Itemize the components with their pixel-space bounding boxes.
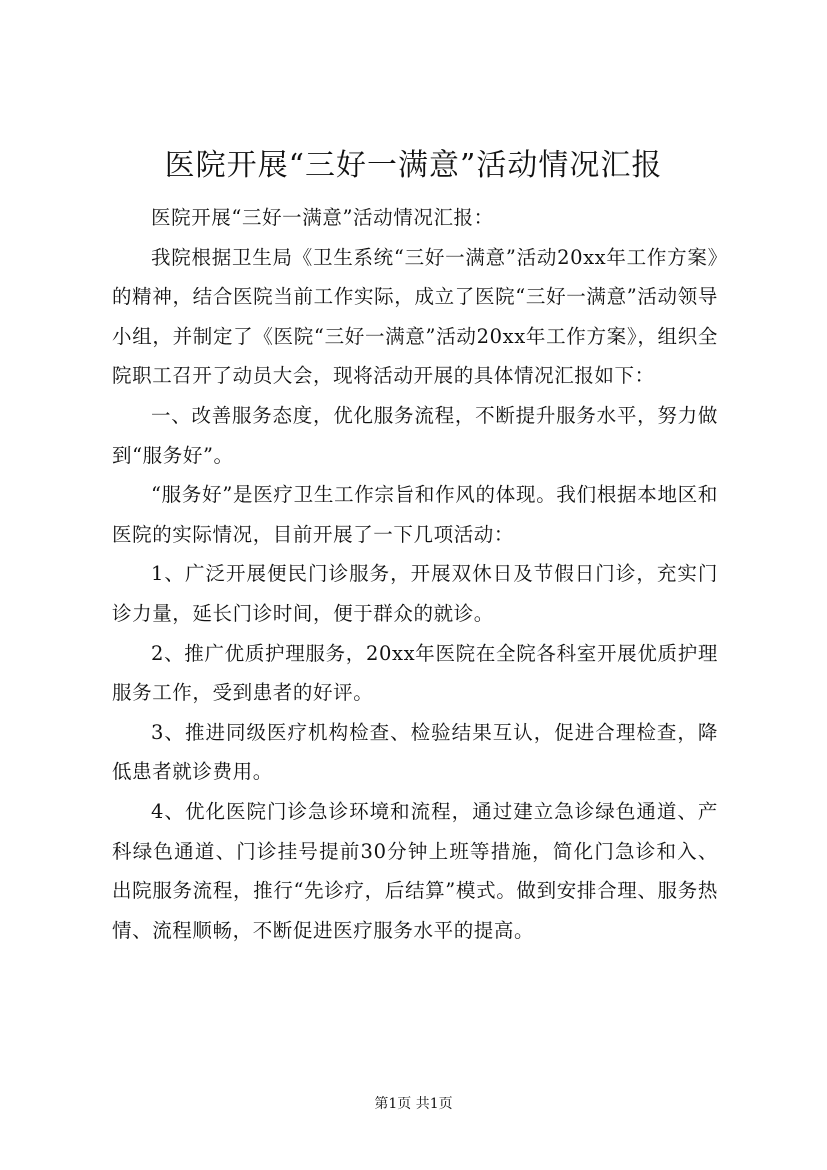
- paragraph-service-good: “服务好”是医疗卫生工作宗旨和作风的体现。我们根据本地区和医院的实际情况，目前开展了一下几项活动：: [112, 483, 718, 546]
- paragraph-item-4: 4、优化医院门诊急诊环境和流程，通过建立急诊绿色通道、产科绿色通道、门诊挂号提前30分钟上班等措施，简化门急诊和入、出院服务流程，推行“先诊疗，后结算”模式。做到安排合理、服务热情、流程顺畅，不断促进医疗服务水平的提高。: [112, 799, 718, 942]
- paragraph-background: 我院根据卫生局《卫生系统“三好一满意”活动20xx年工作方案》的精神，结合医院当前工作实际，成立了医院“三好一满意”活动领导小组，并制定了《医院“三好一满意”活动20xx年工作方案》，组织全院职工召开了动员大会，现将活动开展的具体情况汇报如下：: [112, 245, 718, 388]
- document-title: 医院开展“三好一满意”活动情况汇报: [164, 148, 663, 183]
- document-body: [112, 198, 718, 950]
- paragraph-item-3: 3、推进同级医疗机构检查、检验结果互认，促进合理检查，降低患者就诊费用。: [112, 720, 718, 784]
- page-footer: 第1页 共1页: [374, 1096, 453, 1112]
- paragraph-item-1: 1、广泛开展便民门诊服务，开展双休日及节假日门诊，充实门诊力量，延长门诊时间，便于群众的就诊。: [112, 562, 718, 625]
- paragraph-intro: 医院开展“三好一满意”活动情况汇报：: [151, 206, 494, 229]
- paragraph-item-2: 2、推广优质护理服务，20xx年医院在全院各科室开展优质护理服务工作，受到患者的好评。: [112, 641, 718, 705]
- paragraph-section-heading: 一、改善服务态度，优化服务流程，不断提升服务水平，努力做到“服务好”。: [112, 403, 718, 467]
